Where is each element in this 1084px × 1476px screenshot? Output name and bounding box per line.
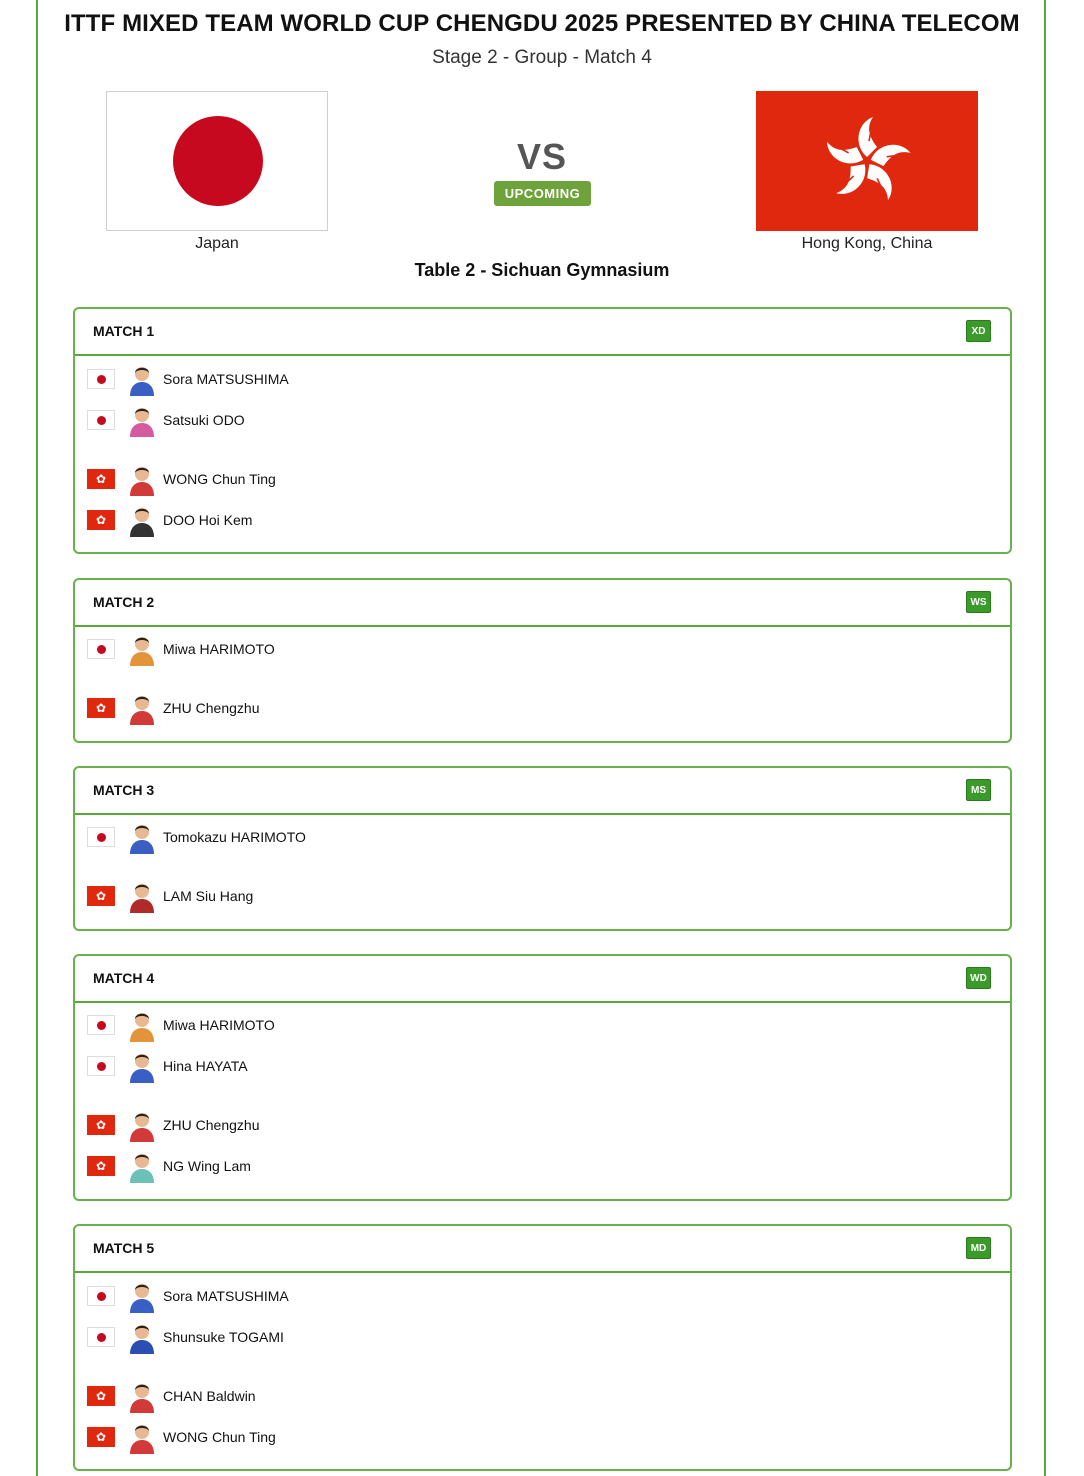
japan-flag-icon (87, 827, 115, 847)
match-header (75, 956, 1010, 1003)
vs-label: VS (516, 136, 568, 177)
player-name[interactable]: CHAN Baldwin (163, 1388, 256, 1404)
match-type-badge: XD (966, 320, 991, 342)
japan-flag-icon (87, 369, 115, 389)
player-row[interactable] (87, 820, 687, 854)
match-title: MATCH 2 (93, 594, 155, 610)
player-row[interactable] (87, 362, 687, 396)
player-row[interactable] (87, 1279, 687, 1313)
bauhinia-icon: ✿ (95, 1159, 107, 1173)
japan-flag-icon (87, 1327, 115, 1347)
hong-kong-flag-icon (87, 510, 115, 530)
player-name[interactable]: WONG Chun Ting (163, 471, 276, 487)
player-avatar[interactable] (127, 1320, 157, 1354)
match-title: MATCH 4 (93, 970, 155, 986)
japan-flag-icon (87, 1286, 115, 1306)
player-name[interactable]: ZHU Chengzhu (163, 1117, 260, 1133)
bauhinia-icon: ✿ (95, 472, 107, 486)
player-row[interactable] (87, 1149, 687, 1183)
hong-kong-flag-icon (87, 469, 115, 489)
hong-kong-flag-icon (87, 886, 115, 906)
player-avatar[interactable] (127, 820, 157, 854)
player-row[interactable] (87, 1320, 687, 1354)
player-avatar[interactable] (127, 691, 157, 725)
player-row[interactable] (87, 462, 687, 496)
match-header (75, 309, 1010, 356)
player-avatar[interactable] (127, 362, 157, 396)
player-name[interactable]: NG Wing Lam (163, 1158, 251, 1174)
bauhinia-icon: ✿ (95, 1118, 107, 1132)
player-name[interactable]: Miwa HARIMOTO (163, 641, 275, 657)
bauhinia-icon: ✿ (95, 1389, 107, 1403)
bauhinia-icon (756, 91, 978, 231)
bauhinia-icon: ✿ (95, 1430, 107, 1444)
japan-flag-icon (87, 410, 115, 430)
player-avatar[interactable] (127, 1379, 157, 1413)
match-type-badge: MD (966, 1237, 991, 1259)
match-type-badge: WD (966, 967, 991, 989)
player-row[interactable] (87, 1108, 687, 1142)
match-header (75, 580, 1010, 627)
player-row[interactable] (87, 503, 687, 537)
match-type-badge: MS (966, 779, 991, 801)
bauhinia-icon: ✿ (95, 513, 107, 527)
player-name[interactable]: Sora MATSUSHIMA (163, 1288, 289, 1304)
player-row[interactable] (87, 1420, 687, 1454)
player-name[interactable]: Shunsuke TOGAMI (163, 1329, 284, 1345)
player-name[interactable]: Tomokazu HARIMOTO (163, 829, 306, 845)
player-name[interactable]: Satsuki ODO (163, 412, 245, 428)
player-row[interactable] (87, 632, 687, 666)
player-name[interactable]: DOO Hoi Kem (163, 512, 253, 528)
player-avatar[interactable] (127, 403, 157, 437)
stage-subtitle: Stage 2 - Group - Match 4 (432, 47, 652, 68)
player-name[interactable]: LAM Siu Hang (163, 888, 254, 904)
player-avatar[interactable] (127, 1108, 157, 1142)
home-team-name[interactable]: Japan (195, 235, 239, 252)
match-header (75, 768, 1010, 815)
player-row[interactable] (87, 1008, 687, 1042)
japan-flag-icon (87, 639, 115, 659)
player-name[interactable]: Miwa HARIMOTO (163, 1017, 275, 1033)
player-avatar[interactable] (127, 1049, 157, 1083)
player-name[interactable]: Hina HAYATA (163, 1058, 248, 1074)
bauhinia-icon: ✿ (95, 889, 107, 903)
page-title: ITTF MIXED TEAM WORLD CUP CHENGDU 2025 PRESENTED BY CHINA TELECOM (64, 10, 1020, 37)
player-name[interactable]: Sora MATSUSHIMA (163, 371, 289, 387)
hong-kong-flag[interactable] (756, 91, 978, 231)
player-avatar[interactable] (127, 1008, 157, 1042)
player-row[interactable] (87, 403, 687, 437)
player-row[interactable] (87, 1379, 687, 1413)
match-card[interactable] (73, 578, 1012, 743)
player-avatar[interactable] (127, 632, 157, 666)
player-row[interactable] (87, 1049, 687, 1083)
match-card[interactable] (73, 1224, 1012, 1471)
player-name[interactable]: WONG Chun Ting (163, 1429, 276, 1445)
player-avatar[interactable] (127, 1279, 157, 1313)
player-avatar[interactable] (127, 1149, 157, 1183)
match-card[interactable] (73, 307, 1012, 554)
player-avatar[interactable] (127, 462, 157, 496)
hong-kong-flag-icon (87, 1427, 115, 1447)
match-card[interactable] (73, 954, 1012, 1201)
japan-flag-icon (87, 1015, 115, 1035)
away-team-name[interactable]: Hong Kong, China (801, 235, 933, 252)
match-header (75, 1226, 1010, 1273)
match-type-badge: WS (966, 591, 991, 613)
status-badge: UPCOMING (494, 181, 591, 206)
player-avatar[interactable] (127, 879, 157, 913)
player-avatar[interactable] (127, 1420, 157, 1454)
match-card[interactable] (73, 766, 1012, 931)
player-name[interactable]: ZHU Chengzhu (163, 700, 260, 716)
hong-kong-flag-icon (87, 698, 115, 718)
hong-kong-flag-icon (87, 1156, 115, 1176)
japan-flag[interactable] (106, 91, 328, 231)
japan-flag-disc (173, 116, 263, 206)
player-avatar[interactable] (127, 503, 157, 537)
venue-label: Table 2 - Sichuan Gymnasium (414, 260, 670, 280)
match-title: MATCH 5 (93, 1240, 155, 1256)
japan-flag-icon (87, 1056, 115, 1076)
hong-kong-flag-icon (87, 1115, 115, 1135)
match-title: MATCH 3 (93, 782, 155, 798)
match-title: MATCH 1 (93, 323, 155, 339)
player-row[interactable] (87, 879, 687, 913)
player-row[interactable] (87, 691, 687, 725)
hong-kong-flag-icon (87, 1386, 115, 1406)
bauhinia-icon: ✿ (95, 701, 107, 715)
